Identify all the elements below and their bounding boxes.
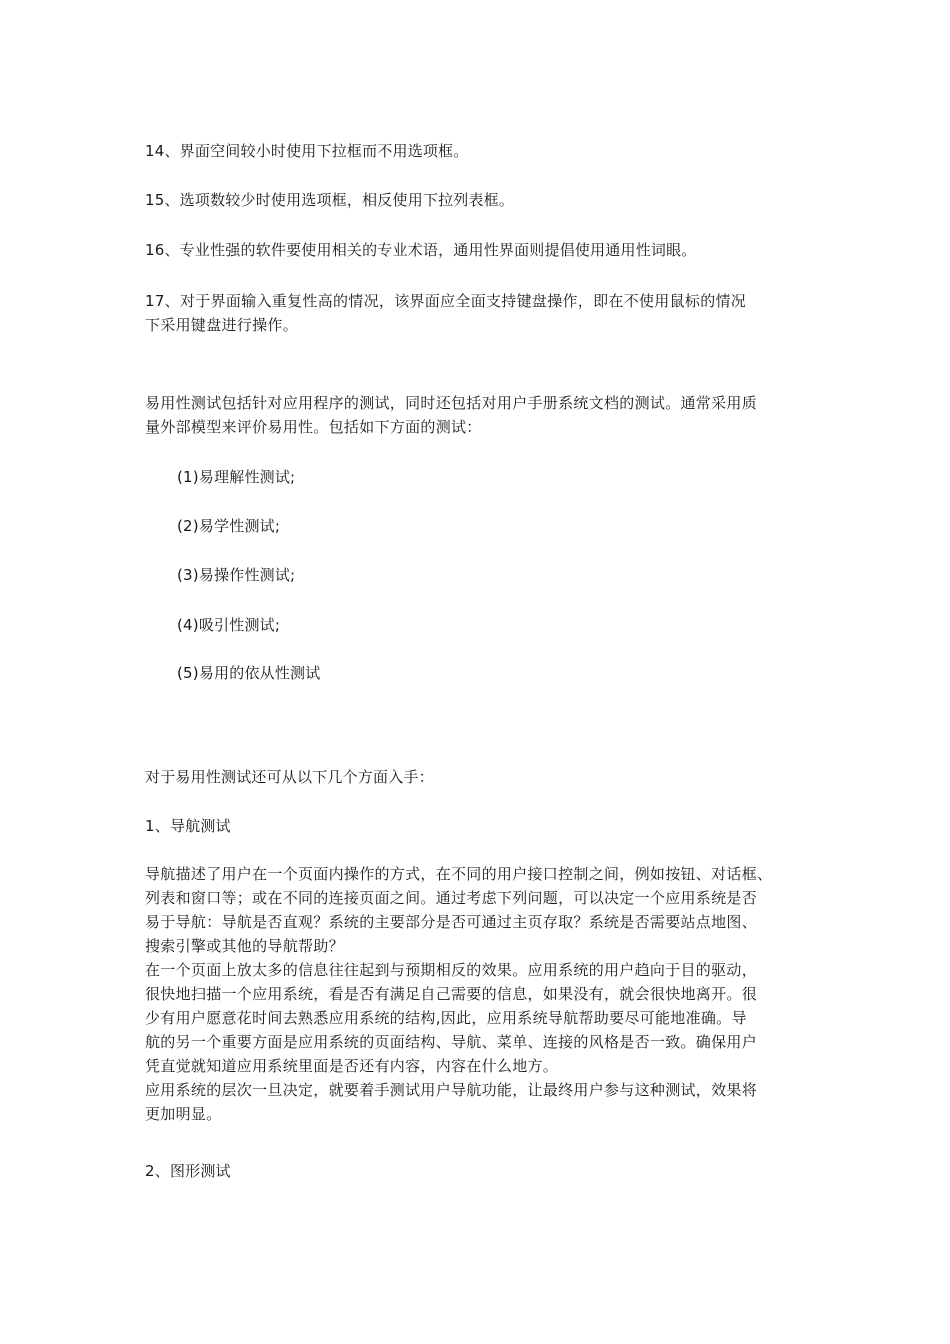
test-item-1: (1)易理解性测试; [177,468,296,486]
paragraph-line: 应用系统的层次一旦决定，就要着手测试用户导航功能，让最终用户参与这种测试，效果将 [145,1081,758,1099]
section-2-heading: 2、图形测试 [145,1162,231,1180]
test-item-3: (3)易操作性测试; [177,566,296,584]
rule-16: 16、专业性强的软件要使用相关的专业术语，通用性界面则提倡使用通用性词眼。 [145,241,697,259]
paragraph-line: 很快地扫描一个应用系统，看是否有满足自己需要的信息，如果没有，就会很快地离开。很 [145,985,758,1003]
test-item-2: (2)易学性测试; [177,517,281,535]
paragraph-line: 列表和窗口等；或在不同的连接页面之间。通过考虑下列问题，可以决定一个应用系统是否 [145,889,758,907]
test-item-5: (5)易用的依从性测试 [177,664,321,682]
test-item-4: (4)吸引性测试; [177,616,281,634]
paragraph-line: 易于导航：导航是否直观？系统的主要部分是否可通过主页存取？系统是否需要站点地图、 [145,913,758,931]
rule-17 [145,289,815,337]
paragraph-line: 少有用户愿意花时间去熟悉应用系统的结构,因此，应用系统导航帮助要尽可能地准确。导 [145,1009,747,1027]
aspects-intro: 对于易用性测试还可从以下几个方面入手： [145,768,434,786]
paragraph-line: 搜索引擎或其他的导航帮助？ [145,937,344,955]
usability-intro-line-1: 易用性测试包括针对应用程序的测试，同时还包括对用户手册系统文档的测试。通常采用质 [145,394,758,412]
rule-17-line-1: 17、对于界面输入重复性高的情况，该界面应全面支持键盘操作，即在不使用鼠标的情况 [145,292,747,310]
section-1-paragraph [145,862,815,1126]
paragraph-line: 航的另一个重要方面是应用系统的页面结构、导航、菜单、连接的风格是否一致。确保用户 [145,1033,758,1051]
usability-intro [145,391,815,439]
paragraph-line: 在一个页面上放太多的信息往往起到与预期相反的效果。应用系统的用户趋向于目的驱动， [145,961,758,979]
rule-17-line-2: 下采用键盘进行操作。 [145,316,299,334]
rule-14: 14、界面空间较小时使用下拉框而不用选项框。 [145,142,469,160]
paragraph-line: 更加明显。 [145,1105,222,1123]
paragraph-line: 凭直觉就知道应用系统里面是否还有内容，内容在什么地方。 [145,1057,559,1075]
section-1-heading: 1、导航测试 [145,817,231,835]
paragraph-line: 导航描述了用户在一个页面内操作的方式，在不同的用户接口控制之间，例如按钮、对话框、 [145,865,773,883]
rule-15: 15、选项数较少时使用选项框，相反使用下拉列表框。 [145,191,515,209]
usability-intro-line-2: 量外部模型来评价易用性。包括如下方面的测试： [145,418,482,436]
